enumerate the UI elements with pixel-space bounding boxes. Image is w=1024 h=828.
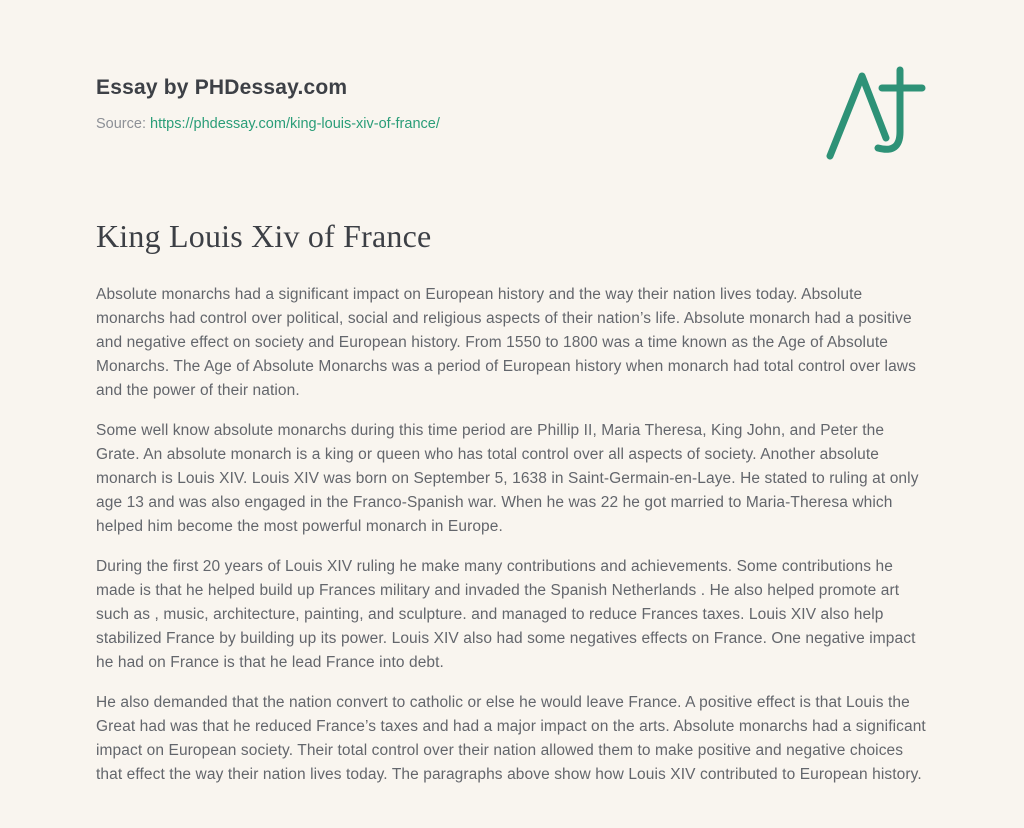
- source-line: [96, 116, 930, 132]
- essay-paragraph: Absolute monarchs had a significant impact on European history and the way their nation lives today. Absolute monarchs had control over political, social and religious aspects of their nation’s life. Absolute monarch had a positive and negative effect on society and European history. From 1550 to 1800 was a time known as the Age of Absolute Monarchs. The Age of Absolute Monarchs was a period of European history when monarch had total control over laws and the power of their nation.: [96, 286, 916, 399]
- source-label: Source:: [96, 116, 146, 132]
- byline-heading: Essay by PHDessay.com: [96, 76, 348, 99]
- essay-title: King Louis Xiv of France: [96, 218, 432, 254]
- source-url-link[interactable]: https://phdessay.com/king-louis-xiv-of-france/: [150, 116, 440, 132]
- essay-body: [96, 283, 932, 787]
- essay-paragraph: He also demanded that the nation convert to catholic or else he would leave France. A positive effect is that Louis the Great had was that he reduced France’s taxes and had a major impact on the arts. Absolute monarchs had a significant impact on European society. Their total control over their nation allowed them to make positive and negative choices that effect the way their nation lives today. The paragraphs above show how Louis XIV contributed to European history.: [96, 694, 926, 783]
- essay-paragraph: Some well know absolute monarchs during this time period are Phillip II, Maria Theresa, King John, and Peter the Grate. An absolute monarch is a king or queen who has total control over all aspects of society. Another absolute monarch is Louis XIV. Louis XIV was born on September 5, 1638 in Saint-Germain-en-Laye. He stated to ruling at only age 13 and was also engaged in the Franco-Spanish war. When he was 22 he got married to Maria-Theresa which helped him become the most powerful monarch in Europe.: [96, 422, 919, 535]
- essay-paragraph: During the first 20 years of Louis XIV ruling he make many contributions and achievements. Some contributions he made is that he helped build up Frances military and invaded the Spanish Netherlands . He also helped promote art such as , music, architecture, painting, and sculpture. and managed to reduce Frances taxes. Louis XIV also help stabilized France by building up its power. Louis XIV also had some negatives effects on France. One negative impact he had on France is that he lead France into debt.: [96, 558, 916, 671]
- phdessay-monogram-icon: [824, 64, 928, 164]
- phdessay-logo: [824, 64, 928, 164]
